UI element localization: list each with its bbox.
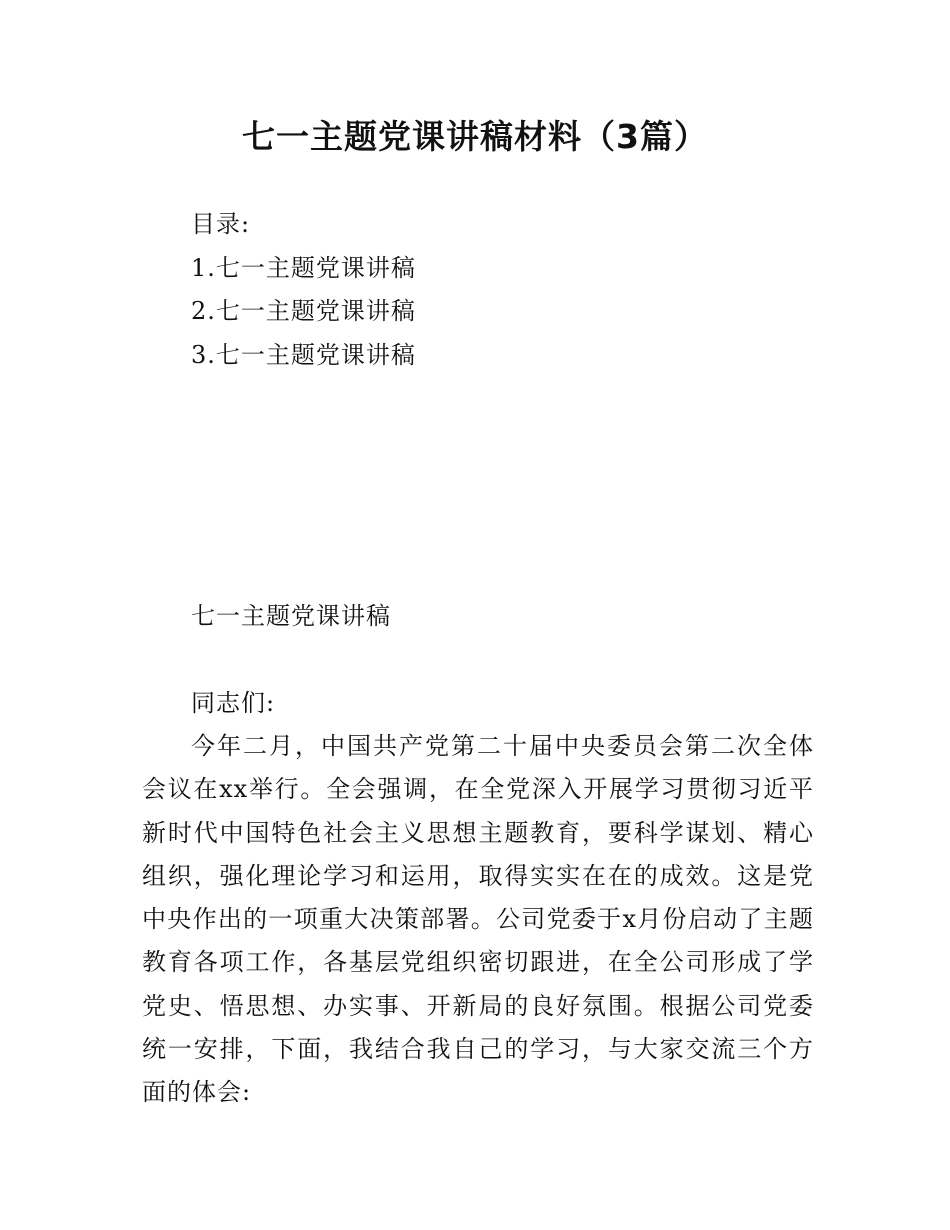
body-paragraph: 今年二月，中国共产党第二十届中央委员会第二次全体会议在xx举行。全会强调，在全党深入开展学习贯彻习近平新时代中国特色社会主义思想主题教育，要科学谋划、精心组织，强化理论学习和运用，取得实实在在的成效。这是党中央作出的一项重大决策部署。公司党委于x月份启动了主题教育各项工作，各基层党组织密切跟进，在全公司形成了学党史、悟思想、办实事、开新局的良好氛围。根据公司党委统一安排，下面，我结合我自己的学习，与大家交流三个方面的体会: xyxy=(142,732,814,1107)
section-title: 七一主题党课讲稿 xyxy=(191,602,391,630)
toc-item-1: 1.七一主题党课讲稿 xyxy=(191,253,416,282)
toc-item-3: 3.七一主题党课讲稿 xyxy=(191,340,416,369)
greeting: 同志们: xyxy=(191,689,276,717)
table-of-contents xyxy=(191,203,811,377)
toc-heading: 目录: xyxy=(191,210,251,238)
document-title: 七一主题党课讲稿材料（3篇） xyxy=(242,117,708,156)
toc-item-2: 2.七一主题党课讲稿 xyxy=(191,297,416,325)
